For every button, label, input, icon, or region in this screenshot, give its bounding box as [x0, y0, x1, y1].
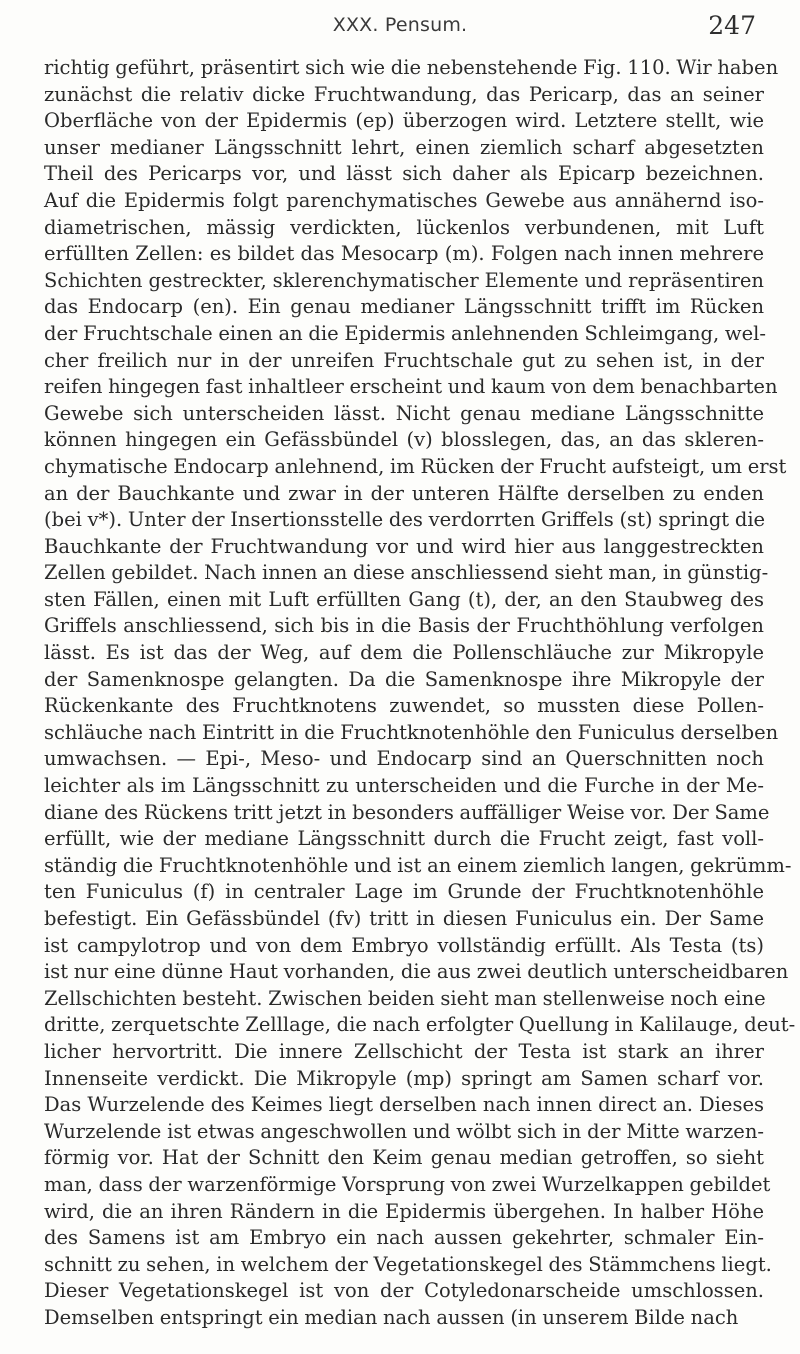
- body-text: [44, 55, 796, 1332]
- text-line: Oberfläche von der Epidermis (ep) überzogen wird. Letztere stellt, wie: [44, 109, 764, 133]
- running-title: XXX. Pensum.: [332, 14, 468, 36]
- text-line: Zellen gebildet. Nach innen an diese anschliessend sieht man, in günstig-: [44, 561, 769, 585]
- page-number: 247: [708, 11, 756, 40]
- text-line: Bauchkante der Fruchtwandung vor und wird hier aus langgestreckten: [44, 534, 764, 558]
- text-line: diane des Rückens tritt jetzt in besonders auffälliger Weise vor. Der Same: [44, 800, 770, 824]
- text-line: wird, die an ihren Rändern in die Epidermis übergehen. In halber Höhe: [44, 1199, 764, 1223]
- text-line: Schichten gestreckter, sklerenchymatischer Elemente und repräsentiren: [44, 268, 764, 292]
- text-line: erfüllt, wie der mediane Längsschnitt durch die Frucht zeigt, fast voll-: [44, 827, 764, 851]
- text-line: an der Bauchkante und zwar in der unteren Hälfte derselben zu enden: [44, 481, 764, 505]
- text-line: Theil des Pericarps vor, und lässt sich daher als Epicarp bezeichnen.: [44, 162, 764, 186]
- text-line: der Samenknospe gelangten. Da die Samenknospe ihre Mikropyle der: [44, 667, 764, 691]
- text-line: das Endocarp (en). Ein genau medianer Längsschnitt trifft im Rücken: [44, 295, 764, 319]
- text-line: Rückenkante des Fruchtknotens zuwendet, so mussten diese Pollen-: [44, 694, 764, 718]
- text-line: der Fruchtschale einen an die Epidermis anlehnenden Schleimgang, wel-: [44, 321, 766, 345]
- text-line: diametrischen, mässig verdickten, lückenlos verbundenen, mit Luft: [44, 215, 764, 239]
- page-header: [44, 6, 756, 46]
- text-line: können hingegen ein Gefässbündel (v) blosslegen, das, an das skleren-: [44, 428, 764, 452]
- text-line: cher freilich nur in der unreifen Fruchtschale gut zu sehen ist, in der: [44, 348, 764, 372]
- text-line: sten Fällen, einen mit Luft erfüllten Gang (t), der, an den Staubweg des: [44, 587, 764, 611]
- text-line: Dieser Vegetationskegel ist von der Cotyledonarscheide umschlossen.: [44, 1279, 764, 1303]
- text-line: licher hervortritt. Die innere Zellschicht der Testa ist stark an ihrer: [44, 1039, 764, 1063]
- text-line: (bei v*). Unter der Insertionsstelle des verdorrten Griffels (st) springt die: [44, 508, 766, 532]
- text-line: des Samens ist am Embryo ein nach aussen gekehrter, schmaler Ein-: [44, 1226, 764, 1250]
- text-line: ten Funiculus (f) in centraler Lage im Grunde der Fruchtknotenhöhle: [44, 880, 764, 904]
- text-line: leichter als im Längsschnitt zu unterscheiden und die Furche in der Me-: [44, 774, 764, 798]
- text-line: Griffels anschliessend, sich bis in die Basis der Fruchthöhlung verfolgen: [44, 614, 764, 638]
- text-line: schnitt zu sehen, in welchem der Vegetationskegel des Stämmchens liegt.: [44, 1252, 772, 1276]
- text-line: umwachsen. — Epi-, Meso- und Endocarp sind an Querschnitten noch: [44, 747, 764, 771]
- text-line: schläuche nach Eintritt in die Fruchtknotenhöhle den Funiculus derselben: [44, 720, 779, 744]
- text-line: dritte, zerquetschte Zelllage, die nach erfolgter Quellung in Kalilauge, deut-: [44, 1013, 796, 1037]
- text-line: unser medianer Längsschnitt lehrt, einen ziemlich scharf abgesetzten: [44, 135, 764, 159]
- text-line: ständig die Fruchtknotenhöhle und ist an einem ziemlich langen, gekrümm-: [44, 853, 792, 877]
- text-line: Gewebe sich unterscheiden lässt. Nicht genau mediane Längsschnitte: [44, 401, 764, 425]
- text-line: befestigt. Ein Gefässbündel (fv) tritt in diesen Funiculus ein. Der Same: [44, 907, 764, 930]
- text-line: reifen hingegen fast inhaltleer erscheint und kaum von dem benachbarten: [44, 375, 778, 399]
- text-line: lässt. Es ist das der Weg, auf dem die Pollenschläuche zur Mikropyle: [44, 641, 764, 665]
- text-line: Wurzelende ist etwas angeschwollen und wölbt sich in der Mitte warzen-: [44, 1119, 764, 1143]
- text-line: erfüllten Zellen: es bildet das Mesocarp (m). Folgen nach innen mehrere: [44, 242, 764, 266]
- text-line: Auf die Epidermis folgt parenchymatisches Gewebe aus annähernd iso-: [44, 188, 764, 212]
- text-line: richtig geführt, präsentirt sich wie die nebenstehende Fig. 110. Wir haben: [44, 56, 779, 79]
- text-line: ist nur eine dünne Haut vorhanden, die aus zwei deutlich unterscheidbaren: [44, 960, 789, 984]
- text-line: förmig vor. Hat der Schnitt den Keim genau median getroffen, so sieht: [44, 1146, 764, 1170]
- text-line: ist campylotrop und von dem Embryo vollständig erfüllt. Als Testa (ts): [44, 933, 764, 957]
- text-line: chymatische Endocarp anlehnend, im Rücken der Frucht aufsteigt, um erst: [44, 454, 787, 478]
- text-line: Demselben entspringt ein median nach aussen (in unserem Bilde nach: [44, 1305, 739, 1329]
- text-line: zunächst die relativ dicke Fruchtwandung, das Pericarp, das an seiner: [44, 82, 764, 106]
- text-line: Das Wurzelende des Keimes liegt derselben nach innen direct an. Dieses: [44, 1093, 764, 1117]
- text-line: Innenseite verdickt. Die Mikropyle (mp) springt am Samen scharf vor.: [44, 1066, 764, 1090]
- text-line: Zellschichten besteht. Zwischen beiden sieht man stellenweise noch eine: [44, 986, 766, 1010]
- text-line: man, dass der warzenförmige Vorsprung von zwei Wurzelkappen gebildet: [44, 1172, 771, 1196]
